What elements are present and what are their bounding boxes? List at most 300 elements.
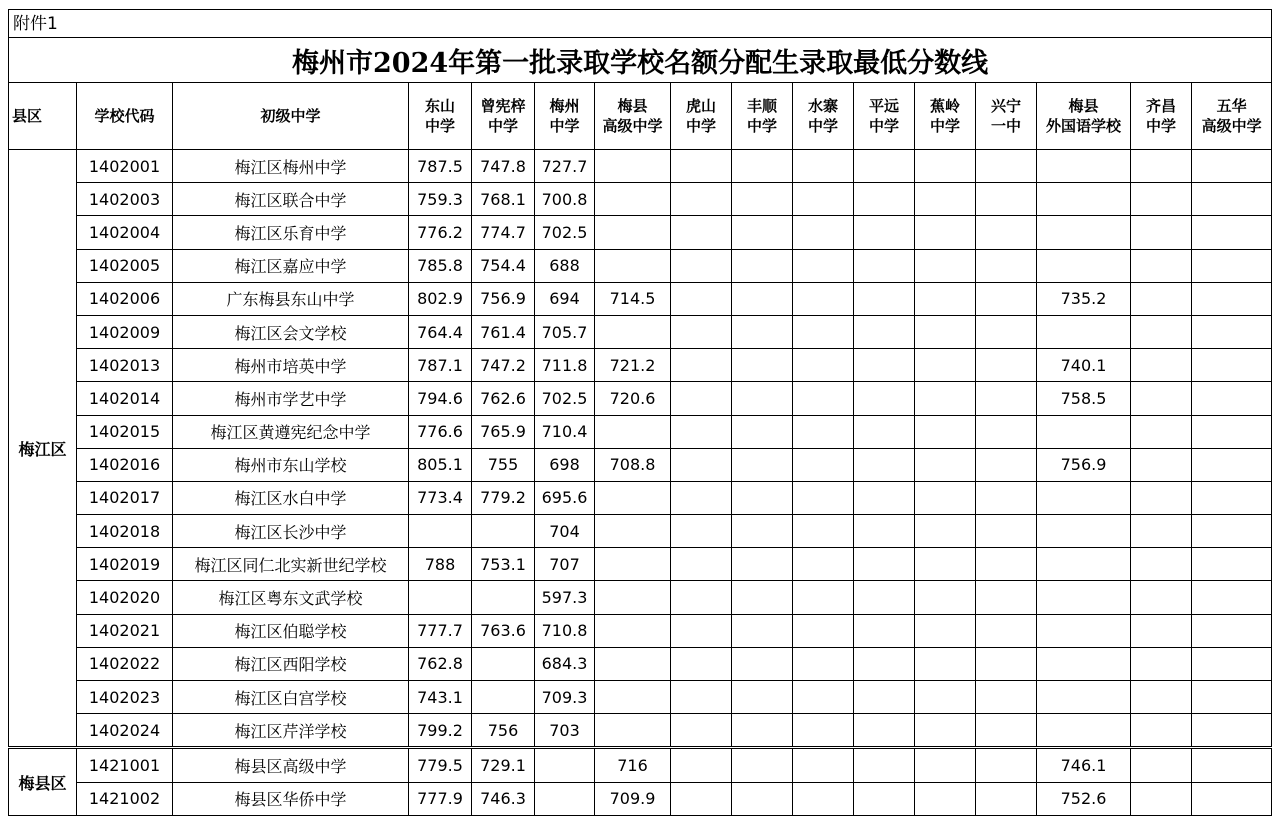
junior-school-cell: 梅江区梅州中学 — [173, 150, 409, 183]
score-cell: 777.7 — [409, 614, 472, 647]
table-row — [9, 382, 1272, 415]
school-code-cell: 1402014 — [77, 382, 173, 415]
header-line: 高级中学 — [602, 117, 663, 135]
score-cell — [915, 548, 976, 581]
header-high-school — [472, 83, 535, 150]
score-cell — [595, 515, 671, 548]
score-cell — [732, 315, 793, 348]
score-cell — [1192, 681, 1272, 714]
junior-school-cell: 梅江区粤东文武学校 — [173, 581, 409, 614]
score-cell: 702.5 — [535, 216, 595, 249]
header-high-school — [793, 83, 854, 150]
score-cell — [472, 681, 535, 714]
score-cell — [732, 183, 793, 216]
score-cell — [976, 249, 1037, 282]
score-cell: 768.1 — [472, 183, 535, 216]
junior-school-cell: 梅江区长沙中学 — [173, 515, 409, 548]
score-cell: 755 — [472, 448, 535, 481]
score-cell — [1192, 548, 1272, 581]
table-row — [9, 349, 1272, 382]
score-cell — [595, 216, 671, 249]
score-cell — [409, 515, 472, 548]
score-cell — [472, 515, 535, 548]
score-cell — [1037, 515, 1131, 548]
score-cell: 759.3 — [409, 183, 472, 216]
score-cell: 805.1 — [409, 448, 472, 481]
score-cell — [1131, 150, 1192, 183]
school-code-cell: 1402016 — [77, 448, 173, 481]
score-cell: 776.6 — [409, 415, 472, 448]
junior-school-cell: 梅州市东山学校 — [173, 448, 409, 481]
score-cell — [976, 515, 1037, 548]
school-code-cell: 1402009 — [77, 315, 173, 348]
score-cell — [854, 349, 915, 382]
score-cell — [793, 315, 854, 348]
header-line: 虎山 — [685, 97, 716, 115]
junior-school-cell: 梅江区西阳学校 — [173, 647, 409, 680]
junior-school-cell: 梅江区白宫学校 — [173, 681, 409, 714]
score-cell — [671, 515, 732, 548]
score-cell — [854, 581, 915, 614]
score-cell: 703 — [535, 714, 595, 748]
score-cell — [1131, 548, 1192, 581]
score-cell — [595, 714, 671, 748]
score-cell — [854, 183, 915, 216]
score-cell — [732, 714, 793, 748]
score-cell — [1037, 183, 1131, 216]
score-cell — [1131, 647, 1192, 680]
score-cell — [915, 183, 976, 216]
score-cell — [671, 216, 732, 249]
header-line: 平远 — [868, 97, 899, 115]
score-cell — [595, 150, 671, 183]
score-cell: 756 — [472, 714, 535, 748]
header-high-school — [409, 83, 472, 150]
score-cell — [1131, 415, 1192, 448]
header-line: 高级中学 — [1201, 117, 1262, 135]
score-cell — [1192, 249, 1272, 282]
score-cell — [409, 581, 472, 614]
score-cell — [671, 714, 732, 748]
score-cell — [976, 581, 1037, 614]
score-cell — [793, 448, 854, 481]
score-cell — [915, 581, 976, 614]
score-cell — [854, 481, 915, 514]
score-cell: 684.3 — [535, 647, 595, 680]
table-row — [9, 647, 1272, 680]
score-cell — [671, 748, 732, 782]
score-cell — [472, 647, 535, 680]
score-cell — [732, 216, 793, 249]
score-cell — [732, 782, 793, 815]
score-cell — [1131, 448, 1192, 481]
score-cell — [671, 548, 732, 581]
score-cell — [1037, 614, 1131, 647]
score-cell — [595, 481, 671, 514]
score-cell — [1131, 581, 1192, 614]
score-cell: 700.8 — [535, 183, 595, 216]
score-cell: 779.2 — [472, 481, 535, 514]
score-cell: 707 — [535, 548, 595, 581]
score-cell — [1192, 782, 1272, 815]
score-cell: 735.2 — [1037, 282, 1131, 315]
score-cell — [793, 647, 854, 680]
score-cell — [915, 382, 976, 415]
score-cell — [671, 782, 732, 815]
score-cell — [671, 581, 732, 614]
score-cell — [1037, 315, 1131, 348]
header-line: 中学 — [685, 117, 716, 135]
header-school-code: 学校代码 — [77, 83, 173, 150]
score-cell — [1037, 714, 1131, 748]
district-cell: 梅江区 — [9, 150, 77, 748]
score-cell — [732, 481, 793, 514]
score-cell: 762.6 — [472, 382, 535, 415]
school-code-cell: 1402015 — [77, 415, 173, 448]
score-cell — [1131, 481, 1192, 514]
score-cell — [671, 349, 732, 382]
score-cell — [976, 748, 1037, 782]
score-cell: 762.8 — [409, 647, 472, 680]
score-cell — [976, 481, 1037, 514]
score-cell — [1192, 647, 1272, 680]
header-line: 中学 — [868, 117, 899, 135]
table-row — [9, 548, 1272, 581]
score-cell — [915, 748, 976, 782]
score-cell — [976, 216, 1037, 249]
score-cell — [1037, 216, 1131, 249]
score-cell — [793, 782, 854, 815]
score-cell: 776.2 — [409, 216, 472, 249]
score-cell — [793, 216, 854, 249]
score-cell — [976, 382, 1037, 415]
score-cell — [671, 481, 732, 514]
score-cell — [854, 216, 915, 249]
score-cell: 710.8 — [535, 614, 595, 647]
score-cell: 702.5 — [535, 382, 595, 415]
score-cell — [671, 415, 732, 448]
header-high-school — [915, 83, 976, 150]
score-cell — [854, 448, 915, 481]
score-cell — [915, 315, 976, 348]
score-cell — [854, 150, 915, 183]
score-cell — [915, 681, 976, 714]
score-cell — [732, 382, 793, 415]
score-cell: 773.4 — [409, 481, 472, 514]
header-line: 五华 — [1216, 97, 1247, 115]
score-cell — [976, 315, 1037, 348]
score-cell — [915, 349, 976, 382]
junior-school-cell: 梅江区联合中学 — [173, 183, 409, 216]
score-cell — [1192, 714, 1272, 748]
score-cell — [1037, 548, 1131, 581]
header-line: 蕉岭 — [929, 97, 960, 115]
score-cell — [671, 614, 732, 647]
score-cell — [671, 282, 732, 315]
header-line: 一中 — [990, 117, 1021, 135]
school-code-cell: 1402013 — [77, 349, 173, 382]
header-high-school — [535, 83, 595, 150]
score-cell — [976, 714, 1037, 748]
score-cell — [915, 782, 976, 815]
score-cell — [1192, 415, 1272, 448]
junior-school-cell: 梅江区嘉应中学 — [173, 249, 409, 282]
score-cell — [535, 748, 595, 782]
score-cell — [793, 681, 854, 714]
school-code-cell: 1402021 — [77, 614, 173, 647]
score-cell — [1131, 315, 1192, 348]
score-cell — [915, 515, 976, 548]
score-cell: 754.4 — [472, 249, 535, 282]
score-cell — [535, 782, 595, 815]
score-cell — [976, 349, 1037, 382]
score-cell: 756.9 — [472, 282, 535, 315]
header-line: 梅州 — [549, 97, 580, 115]
score-cell — [732, 681, 793, 714]
score-cell: 746.3 — [472, 782, 535, 815]
score-cell: 740.1 — [1037, 349, 1131, 382]
school-code-cell: 1402018 — [77, 515, 173, 548]
score-cell: 758.5 — [1037, 382, 1131, 415]
table-row — [9, 782, 1272, 815]
score-cell: 787.5 — [409, 150, 472, 183]
header-high-school — [732, 83, 793, 150]
score-cell — [671, 382, 732, 415]
score-cell — [854, 415, 915, 448]
junior-school-cell: 梅江区芹洋学校 — [173, 714, 409, 748]
score-cell — [854, 282, 915, 315]
header-high-school — [976, 83, 1037, 150]
school-code-cell: 1421002 — [77, 782, 173, 815]
score-cell — [854, 647, 915, 680]
table-row — [9, 315, 1272, 348]
table-row — [9, 183, 1272, 216]
score-cell — [793, 515, 854, 548]
score-cell — [732, 647, 793, 680]
score-cell — [854, 782, 915, 815]
score-cell: 727.7 — [535, 150, 595, 183]
school-code-cell: 1402022 — [77, 647, 173, 680]
score-cell — [732, 282, 793, 315]
score-cell — [976, 183, 1037, 216]
score-cell — [976, 681, 1037, 714]
score-cell: 794.6 — [409, 382, 472, 415]
score-cell — [793, 349, 854, 382]
score-cell: 720.6 — [595, 382, 671, 415]
header-line: 外国语学校 — [1045, 117, 1121, 135]
score-cell — [1131, 216, 1192, 249]
score-cell — [1037, 415, 1131, 448]
junior-school-cell: 梅县区高级中学 — [173, 748, 409, 782]
junior-school-cell: 梅江区伯聪学校 — [173, 614, 409, 647]
header-high-school — [671, 83, 732, 150]
score-cell — [854, 614, 915, 647]
table-row — [9, 481, 1272, 514]
score-cell — [595, 614, 671, 647]
score-cell — [915, 249, 976, 282]
score-cell — [595, 315, 671, 348]
score-cell: 709.9 — [595, 782, 671, 815]
header-district: 县区 — [9, 83, 77, 150]
score-cell: 714.5 — [595, 282, 671, 315]
score-cell — [732, 748, 793, 782]
score-cell — [793, 150, 854, 183]
score-cell: 752.6 — [1037, 782, 1131, 815]
score-cell: 698 — [535, 448, 595, 481]
school-code-cell: 1402017 — [77, 481, 173, 514]
header-line: 中学 — [807, 117, 838, 135]
attachment-label: 附件1 — [8, 9, 1272, 37]
score-cell: 747.2 — [472, 349, 535, 382]
score-cell — [671, 249, 732, 282]
score-cell: 777.9 — [409, 782, 472, 815]
score-cell: 764.4 — [409, 315, 472, 348]
score-cell — [793, 382, 854, 415]
table-row — [9, 581, 1272, 614]
score-cell — [915, 448, 976, 481]
header-line: 中学 — [929, 117, 960, 135]
score-cell — [854, 382, 915, 415]
score-cell — [1131, 782, 1192, 815]
score-cell: 729.1 — [472, 748, 535, 782]
score-cell: 785.8 — [409, 249, 472, 282]
score-cell — [976, 150, 1037, 183]
score-cell: 695.6 — [535, 481, 595, 514]
score-cell — [1192, 448, 1272, 481]
school-code-cell: 1402024 — [77, 714, 173, 748]
score-cell — [732, 448, 793, 481]
score-cell: 779.5 — [409, 748, 472, 782]
header-line: 中学 — [549, 117, 580, 135]
school-code-cell: 1421001 — [77, 748, 173, 782]
score-cell — [915, 150, 976, 183]
district-cell: 梅县区 — [9, 748, 77, 815]
score-cell — [1192, 150, 1272, 183]
score-cell — [732, 249, 793, 282]
school-code-cell: 1402023 — [77, 681, 173, 714]
score-cell — [1131, 249, 1192, 282]
score-cell: 774.7 — [472, 216, 535, 249]
score-cell: 710.4 — [535, 415, 595, 448]
score-cell — [976, 448, 1037, 481]
table-row — [9, 515, 1272, 548]
score-cell — [915, 614, 976, 647]
score-cell — [1037, 647, 1131, 680]
score-cell — [1192, 216, 1272, 249]
header-line: 中学 — [487, 117, 518, 135]
score-cell: 597.3 — [535, 581, 595, 614]
score-cell — [732, 349, 793, 382]
table-body — [9, 150, 1272, 816]
score-cell — [854, 681, 915, 714]
score-cell — [1131, 282, 1192, 315]
score-cell — [976, 415, 1037, 448]
score-cell — [732, 581, 793, 614]
score-cell: 788 — [409, 548, 472, 581]
score-cell — [671, 448, 732, 481]
score-cell — [1192, 282, 1272, 315]
table-row — [9, 714, 1272, 748]
score-cell — [793, 415, 854, 448]
score-cell — [915, 282, 976, 315]
score-sheet — [8, 9, 1272, 816]
junior-school-cell: 梅州市学艺中学 — [173, 382, 409, 415]
header-line: 中学 — [746, 117, 777, 135]
score-cell — [854, 714, 915, 748]
score-cell — [976, 282, 1037, 315]
score-cell: 694 — [535, 282, 595, 315]
score-table — [8, 37, 1272, 816]
header-line: 中学 — [424, 117, 455, 135]
score-cell: 756.9 — [1037, 448, 1131, 481]
score-cell — [1131, 748, 1192, 782]
score-cell — [1192, 614, 1272, 647]
score-cell: 765.9 — [472, 415, 535, 448]
score-cell — [1131, 681, 1192, 714]
score-cell — [595, 548, 671, 581]
score-cell — [854, 315, 915, 348]
score-cell — [671, 315, 732, 348]
score-cell — [793, 748, 854, 782]
score-cell: 763.6 — [472, 614, 535, 647]
score-cell — [1192, 183, 1272, 216]
header-line: 梅县 — [1068, 97, 1099, 115]
score-cell — [1192, 349, 1272, 382]
score-cell — [1131, 183, 1192, 216]
school-code-cell: 1402004 — [77, 216, 173, 249]
header-high-school — [595, 83, 671, 150]
score-cell — [595, 415, 671, 448]
junior-school-cell: 梅江区水白中学 — [173, 481, 409, 514]
score-cell: 704 — [535, 515, 595, 548]
score-cell — [976, 548, 1037, 581]
score-cell: 753.1 — [472, 548, 535, 581]
score-cell — [1192, 315, 1272, 348]
score-cell — [854, 249, 915, 282]
score-cell — [1131, 382, 1192, 415]
score-cell — [671, 183, 732, 216]
table-row — [9, 614, 1272, 647]
junior-school-cell: 梅州市培英中学 — [173, 349, 409, 382]
header-line: 曾宪梓 — [480, 97, 526, 115]
score-cell — [1192, 481, 1272, 514]
score-cell — [915, 481, 976, 514]
score-cell — [976, 647, 1037, 680]
score-cell — [472, 581, 535, 614]
score-cell: 761.4 — [472, 315, 535, 348]
score-cell — [732, 415, 793, 448]
score-cell — [1192, 581, 1272, 614]
score-cell — [1131, 349, 1192, 382]
header-line: 东山 — [424, 97, 455, 115]
score-cell: 743.1 — [409, 681, 472, 714]
score-cell: 711.8 — [535, 349, 595, 382]
header-line: 水寨 — [807, 97, 838, 115]
score-cell — [1192, 382, 1272, 415]
score-cell: 802.9 — [409, 282, 472, 315]
score-cell — [595, 681, 671, 714]
school-code-cell: 1402006 — [77, 282, 173, 315]
score-cell — [915, 216, 976, 249]
score-cell — [793, 614, 854, 647]
table-row — [9, 282, 1272, 315]
score-cell — [671, 150, 732, 183]
school-code-cell: 1402001 — [77, 150, 173, 183]
score-cell — [976, 614, 1037, 647]
header-line: 中学 — [1145, 117, 1176, 135]
score-cell — [793, 548, 854, 581]
score-cell — [915, 647, 976, 680]
